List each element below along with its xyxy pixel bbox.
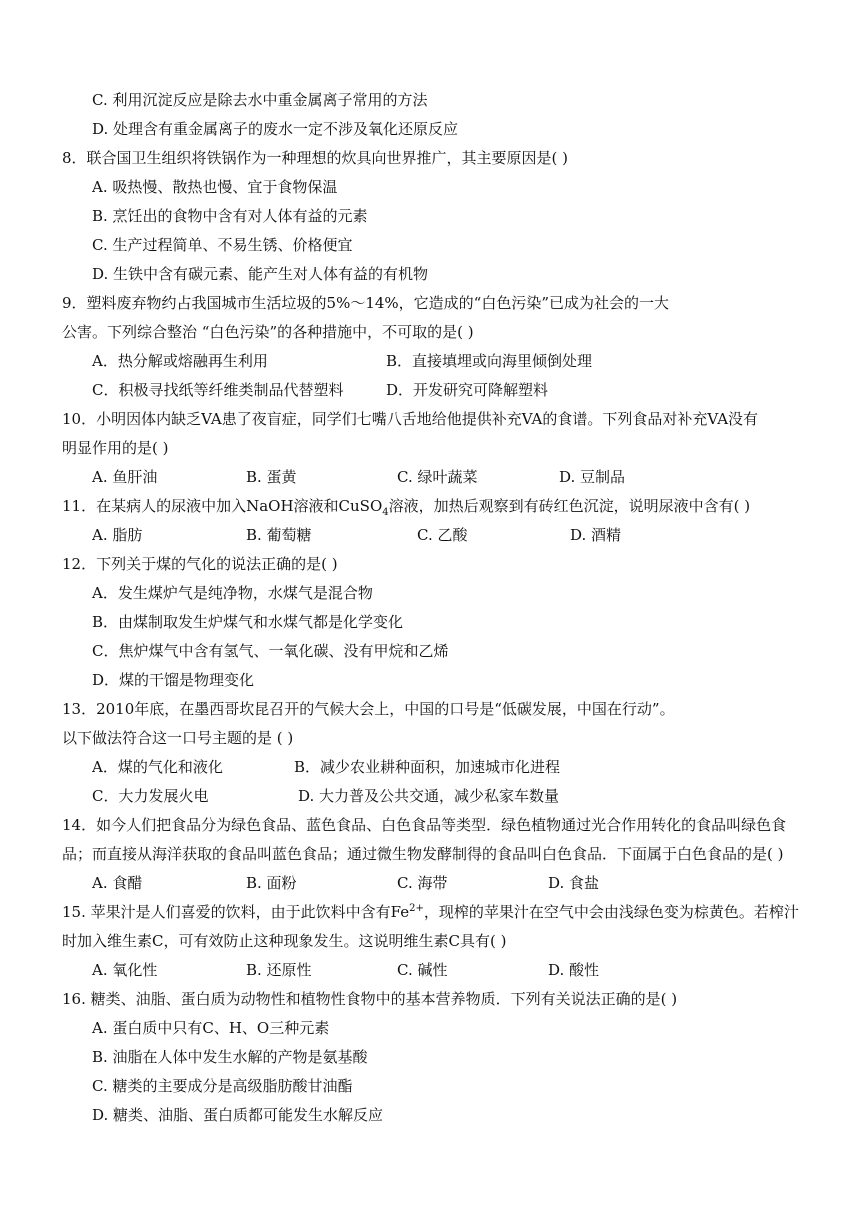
q13-option-d: D. 大力普及公共交通，减少私家车数量 <box>298 787 560 805</box>
q15-stem-line1 <box>62 902 799 922</box>
q13-option-a: A．煤的气化和液化 <box>92 758 223 776</box>
q8-stem: 8．联合国卫生组织将铁锅作为一种理想的炊具向世界推广，其主要原因是( ) <box>62 149 569 167</box>
q9-stem-line1: 9．塑料废弃物约占我国城市生活垃圾的5%～14%，它造成的“白色污染”已成为社会的一大 <box>62 294 670 312</box>
q9-option-a: A．热分解或熔融再生利用 <box>92 352 268 370</box>
q11-stem-post: 溶液，加热后观察到有砖红色沉淀，说明尿液中含有( ) <box>388 497 751 515</box>
q12-option-a: A．发生煤炉气是纯净物，水煤气是混合物 <box>92 584 373 602</box>
q11-option-b: B. 葡萄糖 <box>246 526 312 544</box>
q8-option-c: C. 生产过程简单、不易生锈、价格便宜 <box>92 236 353 254</box>
q10-option-b: B. 蛋黄 <box>246 468 297 486</box>
q15-option-a: A. 氧化性 <box>92 961 158 979</box>
q10-option-a: A. 鱼肝油 <box>92 468 158 486</box>
q10-stem-line1: 10．小明因体内缺乏VA患了夜盲症，同学们七嘴八舌地给他提供补充VA的食谱。下列食品对补充VA没有 <box>62 410 759 428</box>
q9-option-c: C．积极寻找纸等纤维类制品代替塑料 <box>92 381 344 399</box>
q14-option-c: C. 海带 <box>397 874 448 892</box>
q8-option-d: D. 生铁中含有碳元素、能产生对人体有益的有机物 <box>92 265 429 283</box>
q15-stem-superscript: 2+ <box>409 903 424 914</box>
q11-option-c: C. 乙酸 <box>417 526 468 544</box>
q11-option-d: D. 酒精 <box>570 526 622 544</box>
q9-option-b: B．直接填埋或向海里倾倒处理 <box>386 352 593 370</box>
q12-stem: 12．下列关于煤的气化的说法正确的是( ) <box>62 555 338 573</box>
q15-stem-post: ，现榨的苹果汁在空气中会由浅绿色变为棕黄色。若榨汁 <box>423 903 799 921</box>
q16-stem: 16. 糖类、油脂、蛋白质为动物性和植物性食物中的基本营养物质．下列有关说法正确的是( ) <box>62 990 678 1008</box>
q14-option-b: B. 面粉 <box>246 874 297 892</box>
q13-stem-line2: 以下做法符合这一口号主题的是 ( ) <box>62 729 294 747</box>
q9-option-d: D．开发研究可降解塑料 <box>386 381 549 399</box>
q15-option-d: D. 酸性 <box>548 961 600 979</box>
q12-option-c: C．焦炉煤气中含有氢气、一氧化碳、没有甲烷和乙烯 <box>92 642 449 660</box>
q9-stem-line2: 公害。下列综合整治 “白色污染”的各种措施中，不可取的是( ) <box>62 323 474 341</box>
q10-option-d: D. 豆制品 <box>559 468 626 486</box>
q13-option-c: C．大力发展火电 <box>92 787 209 805</box>
q14-stem-line2: 品；而直接从海洋获取的食品叫蓝色食品；通过微生物发酵制得的食品叫白色食品．下面属于白色食品的是( ) <box>62 845 784 863</box>
q16-option-a: A. 蛋白质中只有C、H、O三种元素 <box>92 1019 330 1037</box>
q10-option-c: C. 绿叶蔬菜 <box>397 468 478 486</box>
q16-option-d: D. 糖类、油脂、蛋白质都可能发生水解反应 <box>92 1106 384 1124</box>
q8-option-b: B. 烹饪出的食物中含有对人体有益的元素 <box>92 207 368 225</box>
q16-option-b: B. 油脂在人体中发生水解的产物是氨基酸 <box>92 1048 368 1066</box>
q10-stem-line2: 明显作用的是( ) <box>62 439 169 457</box>
q8-option-a: A. 吸热慢、散热也慢、宜于食物保温 <box>92 178 338 196</box>
q13-stem-line1: 13．2010年底，在墨西哥坎昆召开的气候大会上，中国的口号是“低碳发展，中国在行动”。 <box>62 700 675 718</box>
q11-stem-pre: 11．在某病人的尿液中加入NaOH溶液和CuSO <box>62 497 383 515</box>
q16-option-c: C. 糖类的主要成分是高级脂肪酸甘油酯 <box>92 1077 353 1095</box>
q14-stem-line1: 14．如今人们把食品分为绿色食品、蓝色食品、白色食品等类型．绿色植物通过光合作用转化的食品叫绿色食 <box>62 816 787 834</box>
q12-option-d: D．煤的干馏是物理变化 <box>92 671 255 689</box>
q11-stem-subscript: 4 <box>382 507 389 518</box>
q15-option-b: B. 还原性 <box>246 961 312 979</box>
q13-option-b: B．减少农业耕种面积，加速城市化进程 <box>294 758 561 776</box>
q7-option-d: D. 处理含有重金属离子的废水一定不涉及氧化还原反应 <box>92 120 459 138</box>
q15-option-c: C. 碱性 <box>397 961 448 979</box>
q14-option-d: D. 食盐 <box>548 874 600 892</box>
q14-option-a: A. 食醋 <box>92 874 143 892</box>
q7-option-c: C. 利用沉淀反应是除去水中重金属离子常用的方法 <box>92 91 428 109</box>
q12-option-b: B．由煤制取发生炉煤气和水煤气都是化学变化 <box>92 613 404 631</box>
q11-option-a: A. 脂肪 <box>92 526 143 544</box>
q15-stem-pre: 15. 苹果汁是人们喜爱的饮料，由于此饮料中含有Fe <box>62 903 410 921</box>
q15-stem-line2: 时加入维生素C，可有效防止这种现象发生。这说明维生素C具有( ) <box>62 932 507 950</box>
q11-stem <box>62 496 750 516</box>
